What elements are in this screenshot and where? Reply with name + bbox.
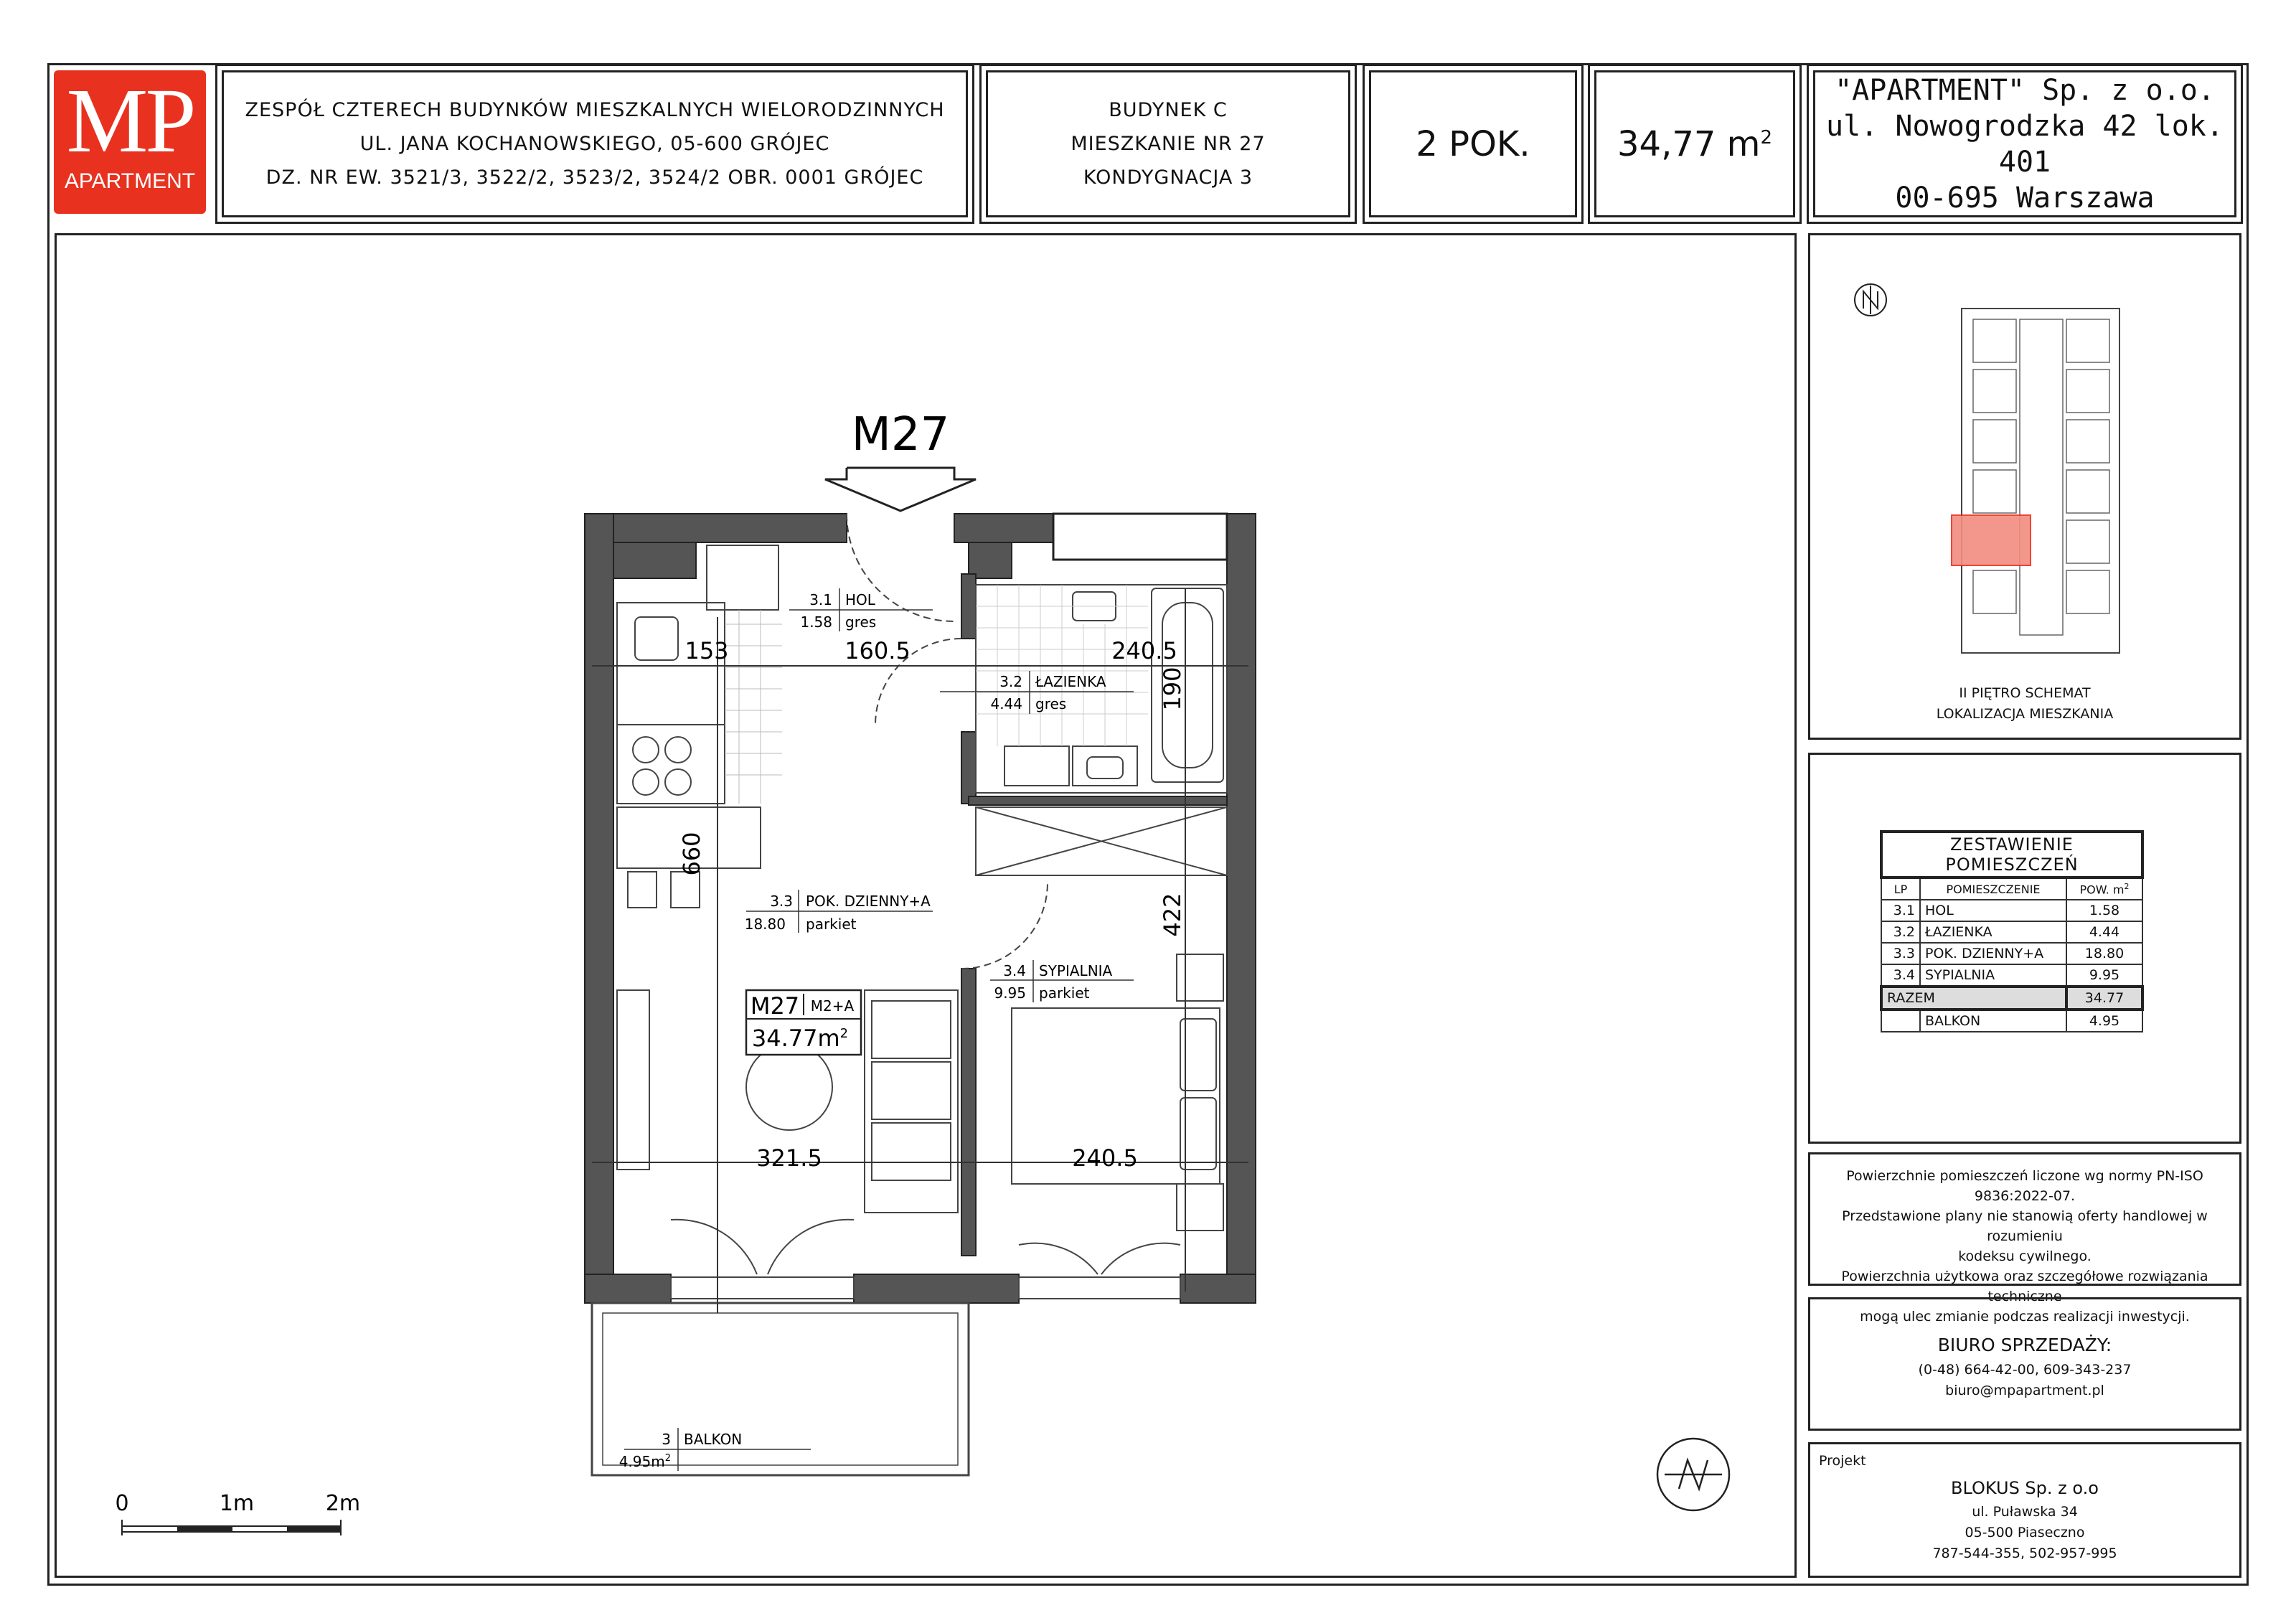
apartment-area: 34,77 $m^2$ <box>1617 123 1772 164</box>
dim-422: 422 <box>1159 893 1186 937</box>
room-name: HOL <box>845 591 875 608</box>
room-area: 18.80 <box>744 916 786 933</box>
kitchen-tiles <box>725 610 782 804</box>
note-line-1: Powierzchnie pomieszczeń liczone wg normy PN-ISO 9836:2022-07. <box>1846 1168 2203 1204</box>
scale-2m: 2m <box>325 1491 361 1516</box>
room-floor: parkiet <box>1039 984 1090 1002</box>
scale-0: 0 <box>115 1491 129 1516</box>
upper-recess <box>1053 514 1227 560</box>
dim-660: 660 <box>678 832 705 876</box>
unit-area-box <box>746 990 861 1055</box>
balcony-no: 3 <box>662 1431 671 1448</box>
company-name: "APARTMENT" Sp. z o.o. <box>1835 73 2215 107</box>
summary-title: ZESTAWIENIE POMIESZCZEŃ <box>1881 832 2142 878</box>
room-name: SYPIALNIA <box>1039 962 1113 979</box>
sales-email: biuro@mpapartment.pl <box>1945 1383 2104 1398</box>
project-city: 05-500 Piaseczno <box>1965 1525 2085 1540</box>
col-area: POW. $m^2$ <box>2066 878 2142 900</box>
room-area: 4.44 <box>990 695 1022 712</box>
room-label-balkon <box>619 1428 811 1471</box>
dimension-lines <box>592 588 1248 1313</box>
project-phones: 787-544-355, 502-957-995 <box>1932 1546 2117 1561</box>
box-type: M2+A <box>810 997 855 1015</box>
note-line-4: Powierzchnia użytkowa oraz szczegółowe rozwiązania techniczne <box>1841 1269 2208 1304</box>
building-line-2: MIESZKANIE NR 27 <box>1071 133 1266 155</box>
logo-subtitle: APARTMENT <box>64 169 196 193</box>
table-row: 3.2 ŁAZIENKA 4.44 <box>1881 921 2142 943</box>
dim-153: 153 <box>684 637 729 664</box>
unit-label: M27 <box>851 408 950 461</box>
sales-title: BIURO SPRZEDAŻY: <box>1937 1335 2112 1355</box>
dim-240-5-bottom: 240.5 <box>1072 1144 1138 1172</box>
col-room: POMIESZCZENIE <box>1920 878 2066 900</box>
project-line-2: UL. JANA KOCHANOWSKIEGO, 05-600 GRÓJEC <box>359 133 830 155</box>
room-name: POK. DZIENNY+A <box>806 893 931 910</box>
location-panel <box>1808 233 2241 740</box>
scale-bar <box>115 1491 360 1535</box>
room-label-hol <box>789 588 933 631</box>
room-area: 9.95 <box>994 984 1026 1002</box>
table-row: 3.4 SYPIALNIA 9.95 <box>1881 964 2142 987</box>
room-floor: parkiet <box>806 916 857 933</box>
room-no: 3.2 <box>999 673 1022 690</box>
balcony-name: BALKON <box>684 1431 743 1448</box>
room-no: 3.4 <box>1003 962 1026 979</box>
note-line-3: kodeksu cywilnego. <box>1958 1248 2092 1264</box>
balcony-area: $4.95m^2$ <box>618 1453 671 1470</box>
rooms-summary-table <box>1880 830 2144 1032</box>
col-lp: LP <box>1881 878 1920 900</box>
dim-240-5-top: 240.5 <box>1111 637 1177 664</box>
box-unit: M27 <box>750 992 800 1020</box>
note-line-2: Przedstawione plany nie stanowią oferty handlowej w rozumieniu <box>1842 1208 2208 1244</box>
building-line-1: BUDYNEK C <box>1109 99 1228 121</box>
project-line-3: DZ. NR EW. 3521/3, 3522/2, 3523/2, 3524/2 OBR. 0001 GRÓJEC <box>265 166 924 189</box>
room-no: 3.1 <box>809 591 832 608</box>
dim-160-5: 160.5 <box>844 637 911 664</box>
total-row: RAZEM 34.77 <box>1881 987 2142 1010</box>
project-line-1: ZESPÓŁ CZTERECH BUDYNKÓW MIESZKALNYCH WIELORODZINNYCH <box>245 99 945 121</box>
box-area: $34.77m^2$ <box>751 1025 849 1052</box>
sales-phones: (0-48) 664-42-00, 609-343-237 <box>1918 1362 2132 1378</box>
wardrobe <box>976 807 1227 875</box>
location-caption <box>1808 683 2241 725</box>
north-arrow-icon <box>1657 1439 1729 1510</box>
room-floor: gres <box>1035 695 1067 712</box>
project-text <box>1808 1474 2241 1564</box>
table-row: 3.3 POK. DZIENNY+A 18.80 <box>1881 943 2142 964</box>
project-label: Projekt <box>1819 1453 1866 1469</box>
dim-321-5: 321.5 <box>756 1144 822 1172</box>
location-caption-line-1: II PIĘTRO SCHEMAT <box>1959 685 2091 701</box>
scale-1m: 1m <box>219 1491 255 1516</box>
room-no: 3.3 <box>770 893 793 910</box>
building-line-3: KONDYGNACJA 3 <box>1083 166 1253 189</box>
room-name: ŁAZIENKA <box>1035 673 1106 690</box>
location-caption-line-2: LOKALIZACJA MIESZKANIA <box>1936 706 2114 722</box>
room-area: 1.58 <box>800 613 832 631</box>
dim-190: 190 <box>1159 667 1186 711</box>
project-street: ul. Puławska 34 <box>1972 1504 2078 1520</box>
note-line-5: mogą ulec zmianie podczas realizacji inwestycji. <box>1860 1309 2190 1325</box>
room-floor: gres <box>845 613 877 631</box>
company-street: ul. Nowogrodzka 42 lok. 401 <box>1826 109 2224 179</box>
project-company: BLOKUS Sp. z o.o <box>1951 1478 2099 1498</box>
company-city: 00-695 Warszawa <box>1895 181 2155 215</box>
logo-letters: MP <box>66 70 194 171</box>
entry-arrow <box>825 468 976 511</box>
rooms-count: 2 POK. <box>1416 123 1530 164</box>
sales-text <box>1808 1331 2241 1401</box>
room-label-sypialnia <box>990 960 1134 1002</box>
room-label-pokoj <box>745 890 933 933</box>
table-row: 3.1 HOL 1.58 <box>1881 900 2142 921</box>
balcony-row: BALKON 4.95 <box>1881 1010 2142 1032</box>
